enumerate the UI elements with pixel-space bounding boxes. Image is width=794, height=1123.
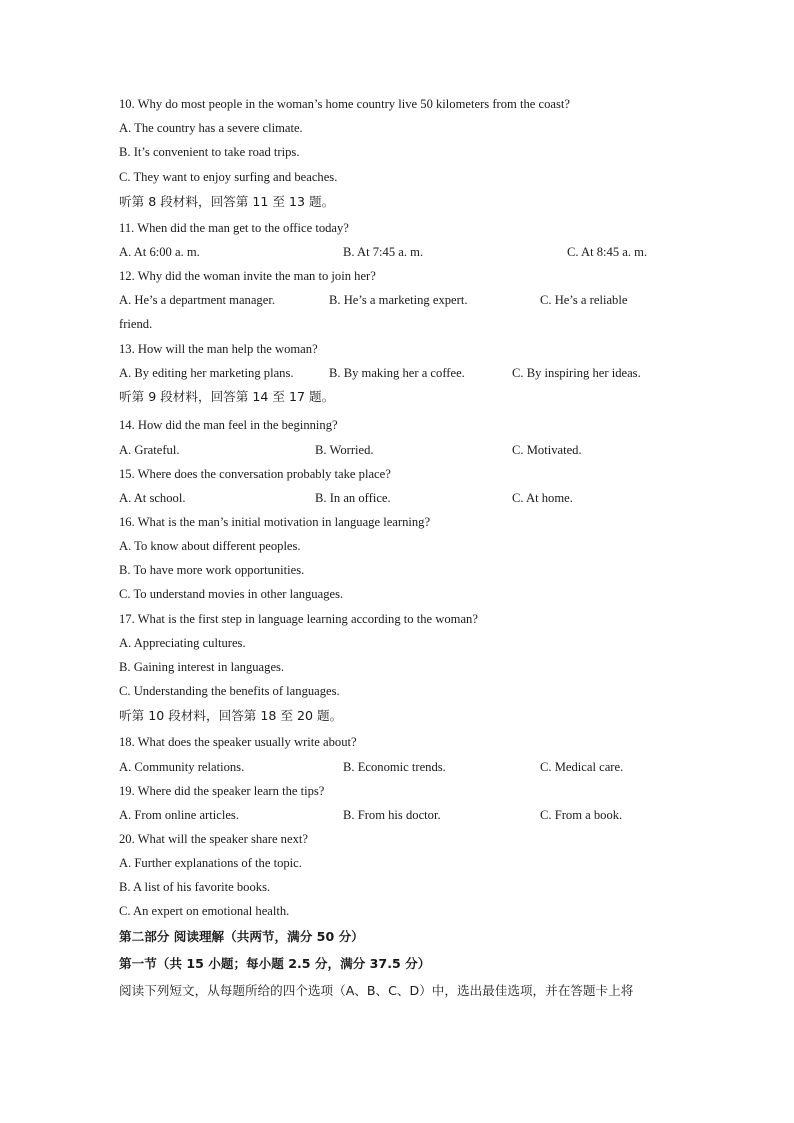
option-12c-wrap: friend.: [119, 317, 153, 331]
option-11b: B. At 7:45 a. m.: [343, 245, 424, 259]
option-18b: B. Economic trends.: [343, 760, 446, 774]
part-2-heading: 第二部分 阅读理解（共两节，满分 50 分）: [119, 929, 364, 944]
option-12b: B. He’s a marketing expert.: [329, 293, 468, 307]
option-12c: C. He’s a reliable: [540, 293, 628, 307]
option-10c: C. They want to enjoy surfing and beaches.: [119, 170, 338, 184]
option-19c: C. From a book.: [540, 808, 623, 822]
option-15b: B. In an office.: [315, 491, 391, 505]
question-15: 15. Where does the conversation probably take place?: [119, 467, 391, 481]
question-20: 20. What will the speaker share next?: [119, 832, 308, 846]
option-16c: C. To understand movies in other languages.: [119, 587, 344, 601]
section-8-heading: 听第 8 段材料，回答第 11 至 13 题。: [119, 194, 335, 209]
section-9-heading: 听第 9 段材料，回答第 14 至 17 题。: [119, 389, 335, 404]
option-11a: A. At 6:00 a. m.: [119, 245, 200, 259]
option-15c: C. At home.: [512, 491, 573, 505]
question-12: 12. Why did the woman invite the man to join her?: [119, 269, 376, 283]
option-16a: A. To know about different peoples.: [119, 539, 301, 553]
reading-instructions: 阅读下列短文，从每题所给的四个选项（A、B、C、D）中，选出最佳选项，并在答题卡上将: [119, 983, 634, 998]
question-10: 10. Why do most people in the woman’s home country live 50 kilometers from the coast?: [119, 97, 570, 111]
question-16: 16. What is the man’s initial motivation in language learning?: [119, 515, 431, 529]
option-16b: B. To have more work opportunities.: [119, 563, 305, 577]
option-10a: A. The country has a severe climate.: [119, 121, 303, 135]
option-19b: B. From his doctor.: [343, 808, 441, 822]
option-19a: A. From online articles.: [119, 808, 239, 822]
option-13c: C. By inspiring her ideas.: [512, 366, 641, 380]
question-19: 19. Where did the speaker learn the tips?: [119, 784, 325, 798]
option-13a: A. By editing her marketing plans.: [119, 366, 294, 380]
option-10b: B. It’s convenient to take road trips.: [119, 145, 300, 159]
option-18a: A. Community relations.: [119, 760, 245, 774]
option-14a: A. Grateful.: [119, 443, 180, 457]
option-20b: B. A list of his favorite books.: [119, 880, 271, 894]
option-20c: C. An expert on emotional health.: [119, 904, 290, 918]
section-10-heading: 听第 10 段材料，回答第 18 至 20 题。: [119, 708, 343, 723]
question-14: 14. How did the man feel in the beginning?: [119, 418, 338, 432]
option-20a: A. Further explanations of the topic.: [119, 856, 302, 870]
part-2-section-1-heading: 第一节（共 15 小题；每小题 2.5 分，满分 37.5 分）: [119, 956, 431, 971]
option-13b: B. By making her a coffee.: [329, 366, 465, 380]
option-11c: C. At 8:45 a. m.: [567, 245, 648, 259]
option-14c: C. Motivated.: [512, 443, 582, 457]
question-13: 13. How will the man help the woman?: [119, 342, 318, 356]
option-17c: C. Understanding the benefits of languages.: [119, 684, 340, 698]
option-14b: B. Worried.: [315, 443, 374, 457]
question-11: 11. When did the man get to the office today?: [119, 221, 349, 235]
question-18: 18. What does the speaker usually write about?: [119, 735, 357, 749]
option-18c: C. Medical care.: [540, 760, 624, 774]
option-12a: A. He’s a department manager.: [119, 293, 275, 307]
option-17a: A. Appreciating cultures.: [119, 636, 246, 650]
option-17b: B. Gaining interest in languages.: [119, 660, 285, 674]
question-17: 17. What is the first step in language learning according to the woman?: [119, 612, 478, 626]
option-15a: A. At school.: [119, 491, 186, 505]
